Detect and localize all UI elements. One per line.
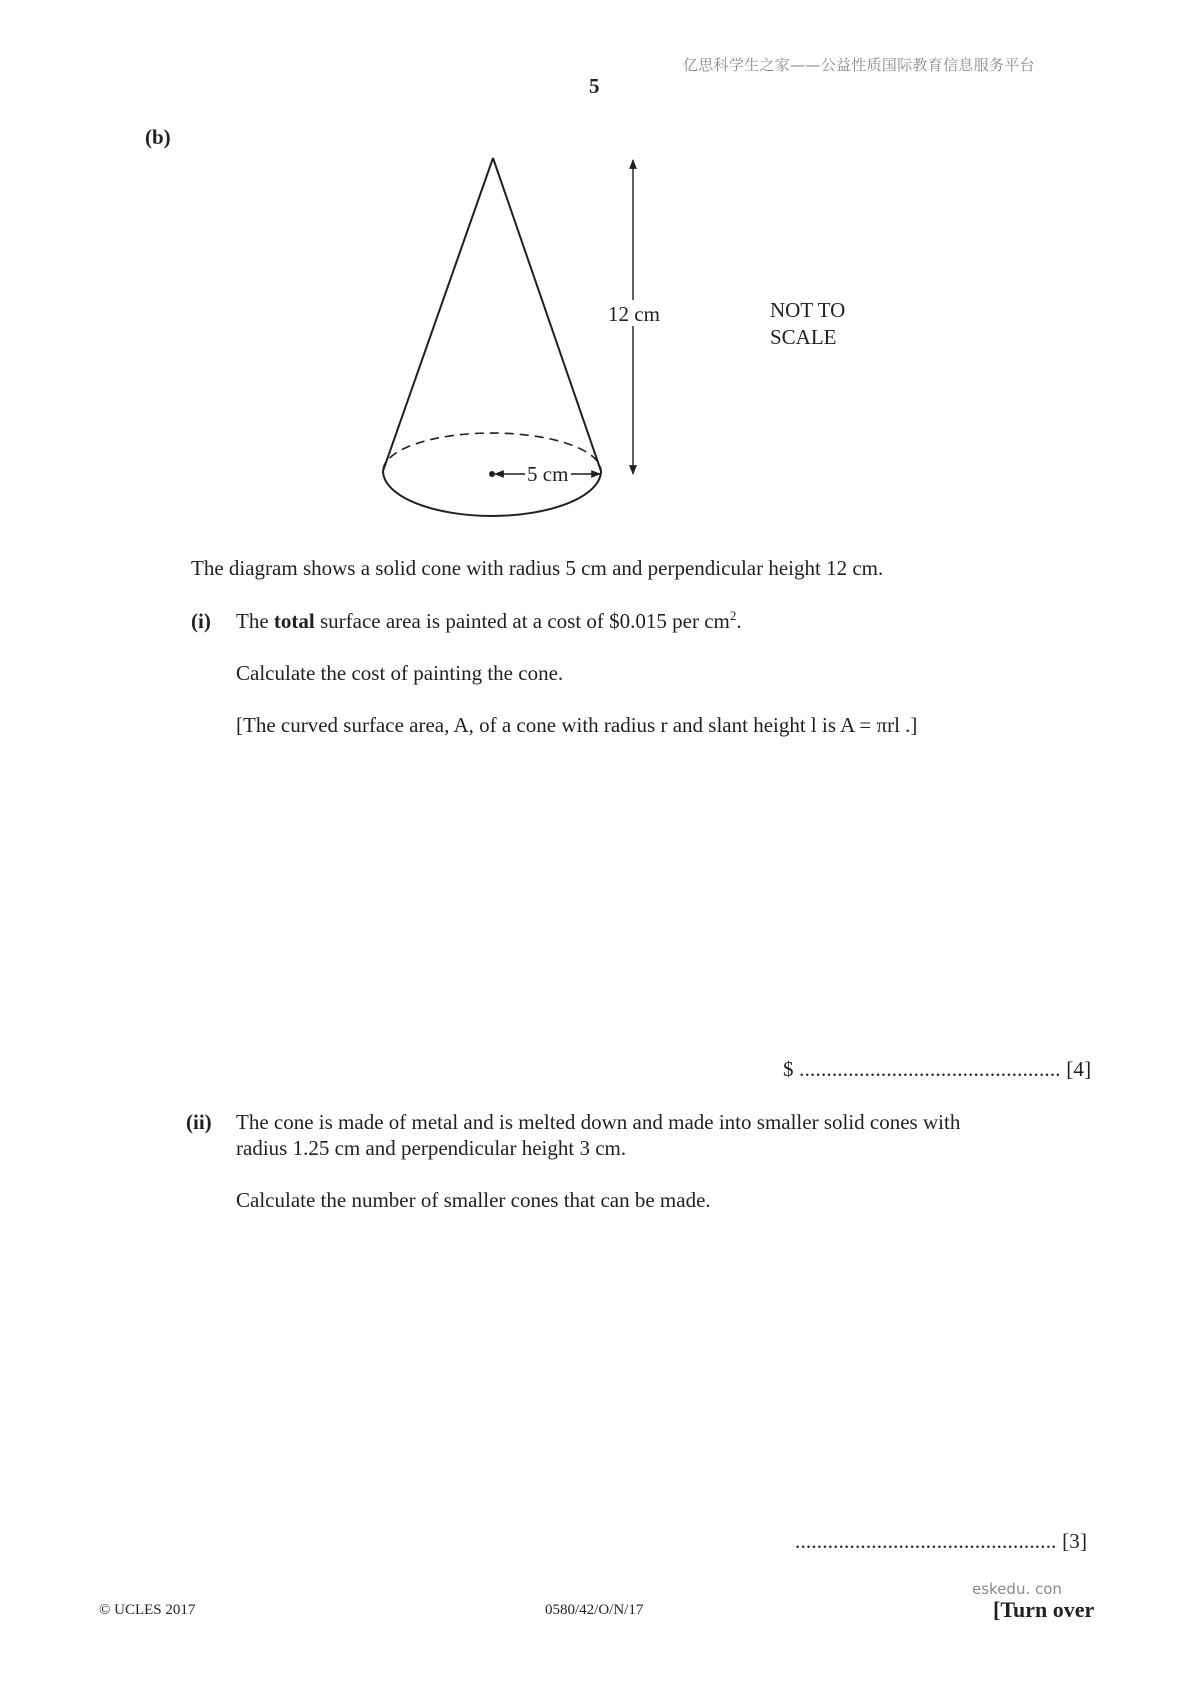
cone-left-edge [383,158,493,471]
turn-over: [Turn over [993,1597,1095,1622]
footer-watermark: eskedu. con [972,1580,1062,1598]
question-ii-line2: radius 1.25 cm and perpendicular height 3 cm. [236,1136,627,1160]
question-i-label: (i) [191,609,211,633]
question-i-bold-word: total [273,609,315,633]
question-i-text-mid: surface area is painted at a cost of $0.015 per cm [314,609,730,633]
question-i-text-start: The [236,609,274,633]
answer-i-prefix: $ [783,1057,794,1081]
page-number: 5 [589,74,600,98]
question-i-instruction: Calculate the cost of painting the cone. [236,661,564,685]
height-label: 12 cm [608,302,660,326]
question-ii-line1: The cone is made of metal and is melted down and made into smaller solid cones with [236,1110,961,1134]
answer-ii-marks: [3] [1062,1529,1088,1553]
cone-centre-dot [489,471,495,477]
answer-line-i[interactable] [783,1057,1091,1082]
diagram-description: The diagram shows a solid cone with radius 5 cm and perpendicular height 12 cm. [191,556,884,580]
part-label: (b) [145,125,171,149]
question-i-text [236,609,742,634]
cone-right-edge [493,158,601,471]
answer-i-marks: [4] [1066,1057,1092,1081]
question-i-formula-note: [The curved surface area, A, of a cone with radius r and slant height l is A = πrl .] [236,713,918,737]
question-i-text-end: . [736,609,742,633]
answer-i-dots: ................................................ [799,1057,1061,1081]
header-watermark: 亿思科学生之家——公益性质国际教育信息服务平台 [683,56,1035,74]
answer-line-ii[interactable] [795,1529,1087,1554]
footer-copyright: © UCLES 2017 [99,1602,196,1618]
answer-ii-dots: ................................................ [795,1529,1057,1553]
footer-paper-code: 0580/42/O/N/17 [545,1602,644,1618]
not-to-scale-line2: SCALE [770,325,837,349]
not-to-scale-line1: NOT TO [770,298,846,322]
radius-label: 5 cm [527,462,569,486]
question-ii-label: (ii) [186,1110,212,1134]
question-ii-instruction: Calculate the number of smaller cones that can be made. [236,1188,711,1212]
question-i-superscript: 2 [729,608,737,623]
